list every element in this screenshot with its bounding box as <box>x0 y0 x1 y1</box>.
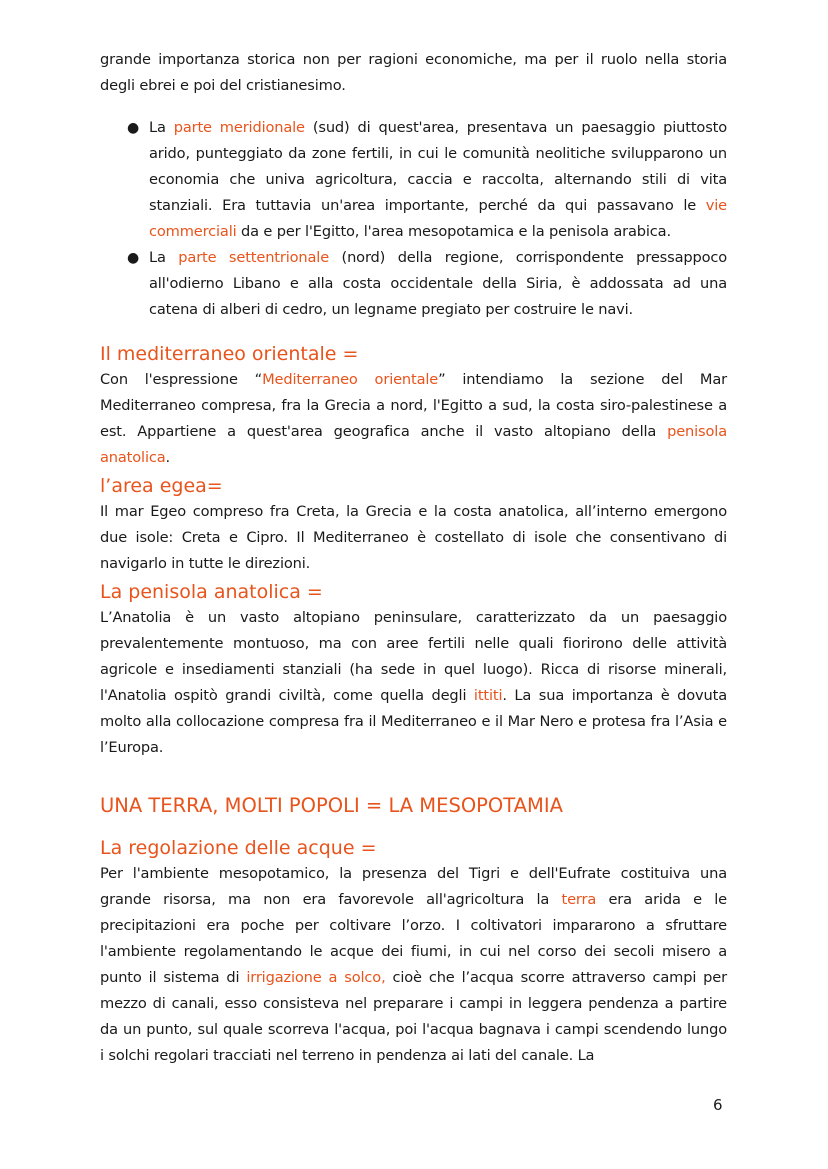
page-number: 6 <box>713 1096 723 1114</box>
section-title-mesopotamia: UNA TERRA, MOLTI POPOLI = LA MESOPOTAMIA <box>100 794 563 817</box>
highlight-term: parte meridionale <box>173 119 305 136</box>
intro-paragraph: grande importanza storica non per ragioni economiche, ma per il ruolo nella storia degli ebrei e poi del cristianesimo. <box>100 51 727 94</box>
highlight-term: vie commerciali <box>149 197 727 240</box>
paragraph-anatolica: L’Anatolia è un vasto altopiano peninsulare, caratterizzato da un paesaggio prevalentemente montuoso, ma con aree fertili nelle quali fiorirono delle attività agricole e insediamenti stanziali (ha sede in quel luogo). Ricca di risorse minerali, l'Anatolia ospitò grandi civiltà, come quella degli ittiti. La sua importanza è dovuta molto alla collocazione compresa fra il Mediterraneo e il Mar Nero e protesa fra l’Asia e l’Europa. <box>100 609 727 756</box>
bullet-icon: ● <box>127 250 140 266</box>
paragraph-egea: Il mar Egeo compreso fra Creta, la Grecia e la costa anatolica, all’interno emergono due isole: Creta e Cipro. Il Mediterraneo è costellato di isole che consentivano di navigarlo in tutte le direzioni. <box>100 503 727 572</box>
heading-regolazione-acque: La regolazione delle acque = <box>100 837 377 859</box>
heading-penisola-anatolica: La penisola anatolica = <box>100 581 323 603</box>
list-item: ● La parte settentrionale (nord) della regione, corrispondente pressappoco all'odierno Libano e alla costa occidentale della Siria, è addossata ad una catena di alberi di cedro, un legname pregiato per costruire le navi. <box>149 245 727 323</box>
bullet-icon: ● <box>127 120 140 136</box>
region-bullet-list <box>100 115 727 323</box>
highlight-term: penisola anatolica <box>100 423 727 466</box>
highlight-term: ittiti <box>473 687 503 704</box>
list-item: ● La parte meridionale (sud) di quest'area, presentava un paesaggio piuttosto arido, punteggiato da zone fertili, in cui le comunità neolitiche svilupparono un economia che univa agricoltura, caccia e raccolta, alternando stili di vita stanziali. Era tuttavia un'area importante, perché da qui passavano le vie commerciali da e per l'Egitto, l'area mesopotamica e la penisola arabica. <box>149 115 727 245</box>
highlight-term: terra <box>561 891 597 908</box>
heading-area-egea: l’area egea= <box>100 475 223 497</box>
document-page <box>100 47 727 1069</box>
paragraph-mediterraneo: Con l'espressione “Mediterraneo orientale” intendiamo la sezione del Mar Mediterraneo compresa, fra la Grecia a nord, l'Egitto a sud, la costa siro-palestinese a est. Appartiene a quest'area geografica anche il vasto altopiano della penisola anatolica. <box>100 371 727 466</box>
heading-mediterraneo-orientale: Il mediterraneo orientale = <box>100 343 359 365</box>
highlight-term: irrigazione a solco, <box>246 969 386 986</box>
highlight-term: parte settentrionale <box>178 249 330 266</box>
paragraph-regolazione: Per l'ambiente mesopotamico, la presenza del Tigri e dell'Eufrate costituiva una grande risorsa, ma non era favorevole all'agricoltura la terra era arida e le precipitazioni era poche per coltivare l’orzo. I coltivatori impararono a sfruttare l'ambiente regolamentando le acque dei fiumi, in cui nel corso dei secoli misero a punto il sistema di irrigazione a solco, cioè che l’acqua scorre attraverso campi per mezzo di canali, esso consisteva nel preparare i campi in leggera pendenza a partire da un punto, sul quale scorreva l'acqua, poi l'acqua bagnava i campi scendendo lungo i solchi regolari tracciati nel terreno in pendenza ai lati del canale. La <box>100 865 727 1064</box>
highlight-term: Mediterraneo orientale <box>262 371 439 388</box>
